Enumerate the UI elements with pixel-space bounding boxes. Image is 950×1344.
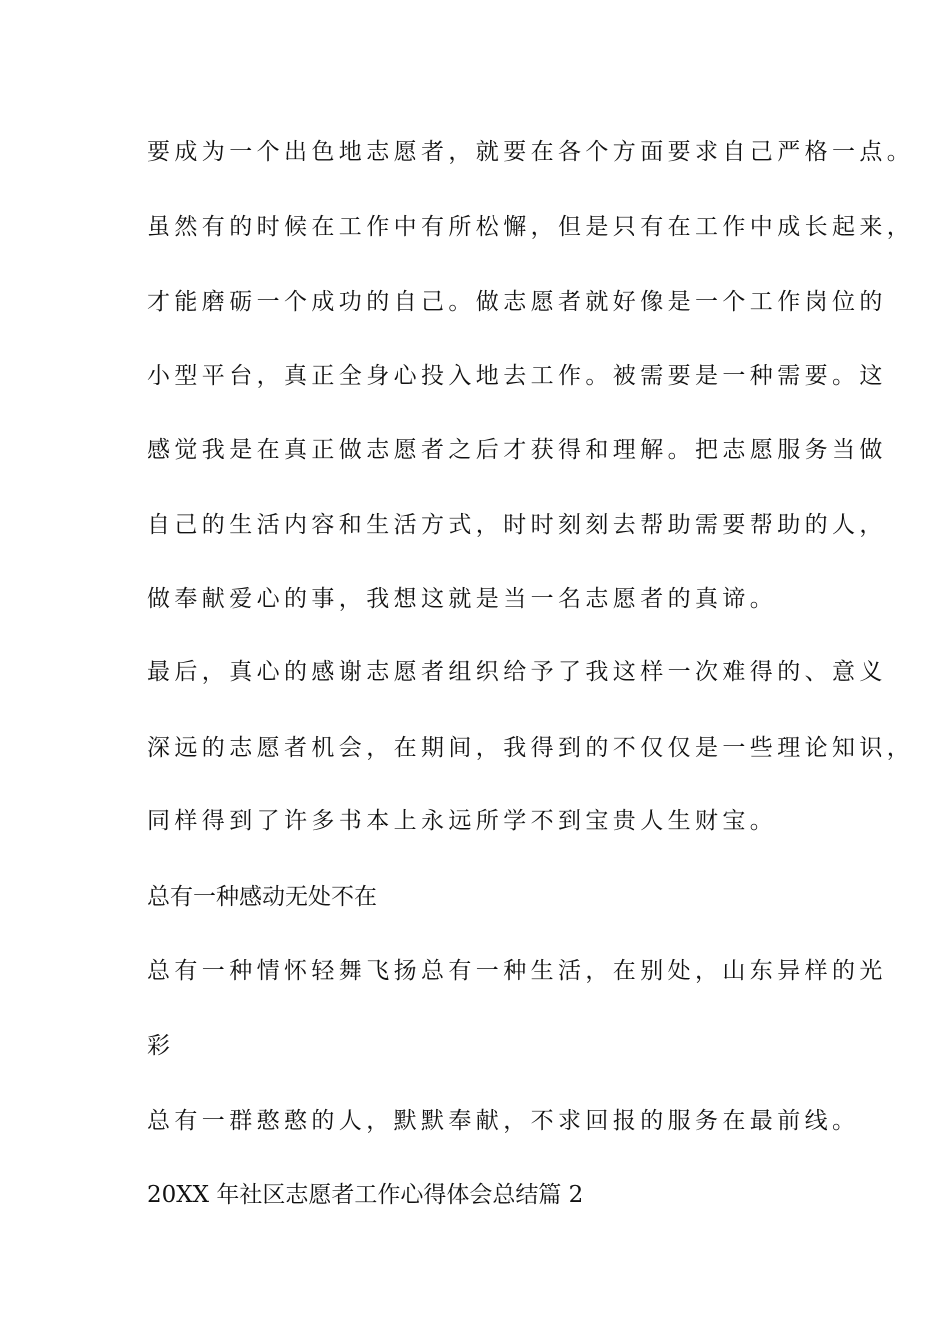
paragraph-line: 总有一种情怀轻舞飞扬总有一种生活，在别处，山东异样的光 — [147, 958, 887, 984]
paragraph-line: 自己的生活内容和生活方式，时时刻刻去帮助需要帮助的人， — [147, 512, 887, 538]
article-title-line: 20XX 年社区志愿者工作心得体会总结篇 2 — [147, 1182, 584, 1208]
paragraph-line: 要成为一个出色地志愿者，就要在各个方面要求自己严格一点。 — [147, 139, 915, 165]
paragraph-line: 小型平台，真正全身心投入地去工作。被需要是一种需要。这 — [147, 363, 887, 389]
paragraph-line: 同样得到了许多书本上永远所学不到宝贵人生财宝。 — [147, 808, 778, 834]
paragraph-line: 彩 — [147, 1033, 175, 1059]
paragraph-line: 才能磨砺一个成功的自己。做志愿者就好像是一个工作岗位的 — [147, 289, 887, 315]
paragraph-line: 虽然有的时候在工作中有所松懈，但是只有在工作中成长起来， — [147, 214, 915, 240]
paragraph-line: 总有一群憨憨的人，默默奉献，不求回报的服务在最前线。 — [147, 1108, 860, 1134]
paragraph-line: 深远的志愿者机会，在期间，我得到的不仅仅是一些理论知识， — [147, 735, 915, 761]
paragraph-line: 最后，真心的感谢志愿者组织给予了我这样一次难得的、意义 — [147, 659, 887, 685]
paragraph-line: 做奉献爱心的事，我想这就是当一名志愿者的真谛。 — [147, 586, 778, 612]
paragraph-line: 感觉我是在真正做志愿者之后才获得和理解。把志愿服务当做 — [147, 437, 887, 463]
section-heading-line: 总有一种感动无处不在 — [147, 884, 377, 910]
